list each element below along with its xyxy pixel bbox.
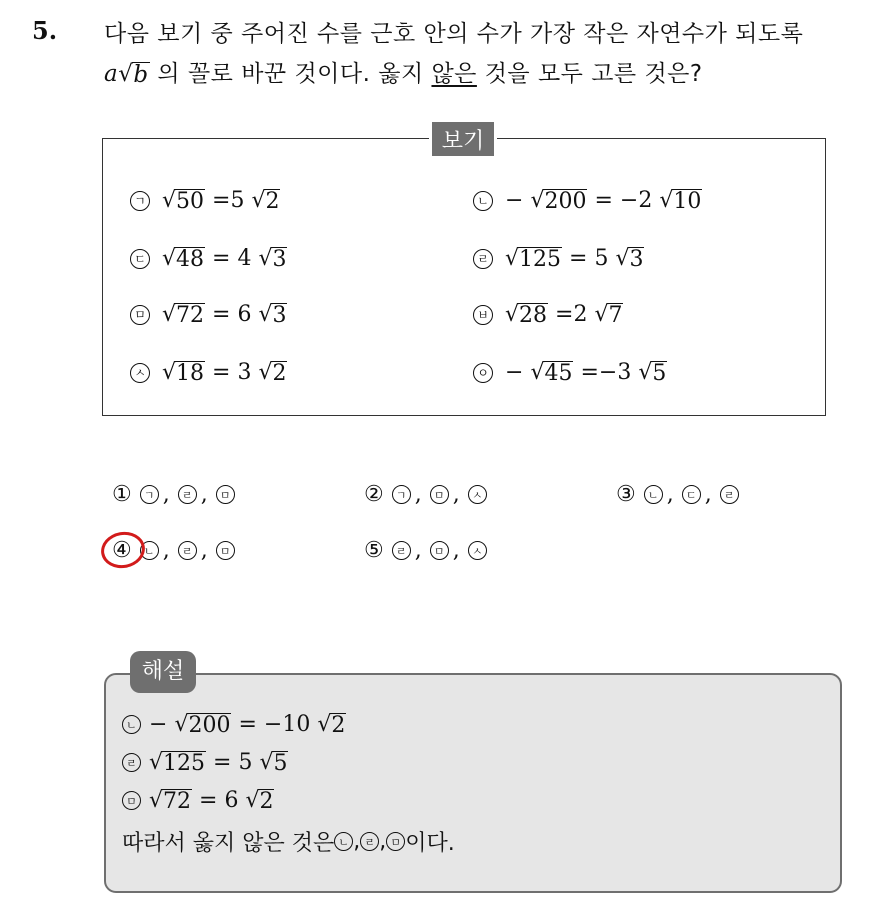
choice-5[interactable]: ⑤ ㄹ , ㅁ , ㅅ: [364, 538, 487, 563]
question-line-2-end: 것을 모두 고른 것은?: [476, 61, 703, 87]
choice-3[interactable]: ③ ㄴ , ㄷ , ㄹ: [616, 482, 739, 507]
answer-circle-mark: [98, 528, 148, 571]
solution-conclusion: 따라서 옳지 않은 것은 ㄴ , ㄹ , ㅁ 이다.: [122, 829, 455, 856]
solution-line-2: ㄹ √ 125 = 5 √ 5: [122, 750, 288, 775]
circled-mieum: ㅁ: [130, 305, 150, 325]
circled-nieun: ㄴ: [473, 191, 493, 211]
bogi-item-3: ㄷ √ 48 = 4 √ 3: [130, 246, 287, 271]
circled-giyeok: ㄱ: [130, 191, 150, 211]
choice-number: ①: [112, 482, 132, 507]
bogi-item-6: ㅂ √ 28 =2 √ 7: [473, 302, 623, 327]
circled-rieul: ㄹ: [473, 249, 493, 269]
circled-bieup: ㅂ: [473, 305, 493, 325]
question-line-2-mid: 의 꼴로 바꾼 것이다. 옳지: [149, 61, 432, 87]
choice-1[interactable]: ① ㄱ , ㄹ , ㅁ: [112, 482, 235, 507]
choice-number: ②: [364, 482, 384, 507]
radical-b: √ b: [118, 61, 149, 88]
question-number: 5.: [32, 16, 58, 45]
question-line-2: [104, 55, 703, 88]
variable-a: a: [104, 61, 119, 87]
bogi-item-4: ㄹ √ 125 = 5 √ 3: [473, 246, 644, 271]
circled-ieung: ㅇ: [473, 363, 493, 383]
bogi-item-5: ㅁ √ 72 = 6 √ 3: [130, 302, 287, 327]
solution-line-1: ㄴ − √ 200 = −10 √ 2: [122, 712, 346, 737]
circled-digeut: ㄷ: [130, 249, 150, 269]
solution-line-3: ㅁ √ 72 = 6 √ 2: [122, 788, 274, 813]
solution-box: [104, 673, 842, 893]
choice-4[interactable]: ④ ㄴ , ㄹ , ㅁ: [112, 538, 235, 563]
question-line-1: 다음 보기 중 주어진 수를 근호 안의 수가 가장 작은 자연수가 되도록: [104, 21, 804, 47]
choice-2[interactable]: ② ㄱ , ㅁ , ㅅ: [364, 482, 487, 507]
bogi-item-2: ㄴ − √ 200 = −2 √ 10: [473, 188, 702, 213]
bogi-item-8: ㅇ − √ 45 =−3 √ 5: [473, 360, 667, 385]
solution-label: 해설: [130, 651, 196, 693]
bogi-label: 보기: [429, 119, 497, 159]
choice-number: ⑤: [364, 538, 384, 563]
circled-siot: ㅅ: [130, 363, 150, 383]
choice-number: ④: [112, 538, 132, 563]
bogi-item-7: ㅅ √ 18 = 3 √ 2: [130, 360, 287, 385]
underlined-not: 않은: [431, 61, 477, 87]
bogi-item-1: ㄱ √ 50 =5 √ 2: [130, 188, 280, 213]
choice-number: ③: [616, 482, 636, 507]
